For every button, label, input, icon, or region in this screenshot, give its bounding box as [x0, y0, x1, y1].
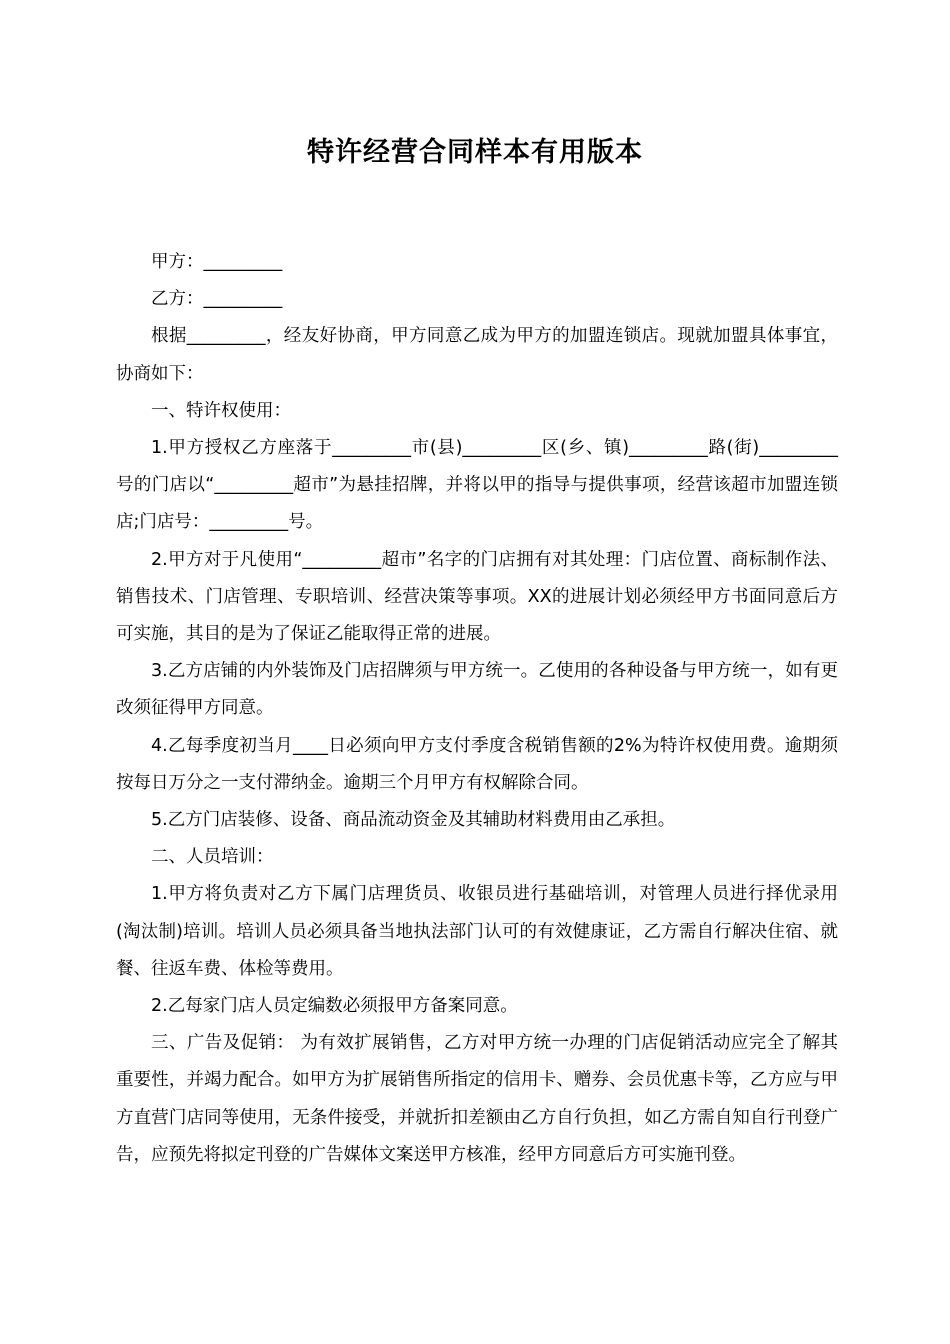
party-a-line: 甲方：_________	[151, 252, 283, 272]
section-heading-franchise-use: 一、特许权使用：	[151, 400, 291, 421]
document-title: 特许经营合同样本有用版本	[307, 137, 643, 168]
clause-1-4: 4.乙每季度初当月____日必须向甲方支付季度含税销售额的2%为特许权使用费。逾期须按每日万分之一支付滞纳金。逾期三个月甲方有权解除合同。	[116, 735, 838, 793]
section-advertising-promotion: 三、广告及促销： 为有效扩展销售，乙方对甲方统一办理的门店促销活动应完全了解其重要性，并竭力配合。如甲方为扩展销售所指定的信用卡、赠券、会员优惠卡等，乙方应与甲方直营门店同等使用，无条件接受，并就折扣差额由乙方自行负担，如乙方需自知自行刊登广告，应预先将拟定刊登的广告媒体文案送甲方核准，经甲方同意后方可实施刊登。	[116, 1033, 838, 1165]
clause-2-1: 1.甲方将负责对乙方下属门店理货员、收银员进行基础培训，对管理人员进行择优录用(淘汰制)培训。培训人员必须具备当地执法部门认可的有效健康证，乙方需自行解决住宿、就餐、往返车费、体检等费用。	[116, 884, 838, 979]
clause-2-2: 2.乙每家门店人员定编数必须报甲方备案同意。	[151, 996, 518, 1017]
clause-1-1: 1.甲方授权乙方座落于_________市(县)_________区(乡、镇)_________路(街)_________号的门店以“_________超市”为悬挂招牌，并将以甲的指导与提供事项，经营该超市加盟连锁店;门店号：_________号。	[116, 438, 838, 533]
clause-1-3: 3.乙方店铺的内外装饰及门店招牌须与甲方统一。乙使用的各种设备与甲方统一，如有更改须征得甲方同意。	[116, 661, 838, 719]
clause-1-5: 5.乙方门店装修、设备、商品流动资金及其辅助材料费用由乙承担。	[151, 810, 676, 831]
section-heading-staff-training: 二、人员培训：	[151, 847, 274, 868]
preamble-paragraph: 根据_________，经友好协商，甲方同意乙成为甲方的加盟连锁店。现就加盟具体事宜，协商如下：	[116, 326, 838, 384]
document-body	[116, 244, 838, 1174]
party-b-line: 乙方：_________	[151, 289, 283, 310]
clause-1-2: 2.甲方对于凡使用“_________超市”名字的门店拥有对其处理：门店位置、商标制作法、销售技术、门店管理、专职培训、经营决策等事项。XX的进展计划必须经甲方书面同意后方可实施，其目的是为了保证乙能取得正常的进展。	[116, 549, 838, 645]
